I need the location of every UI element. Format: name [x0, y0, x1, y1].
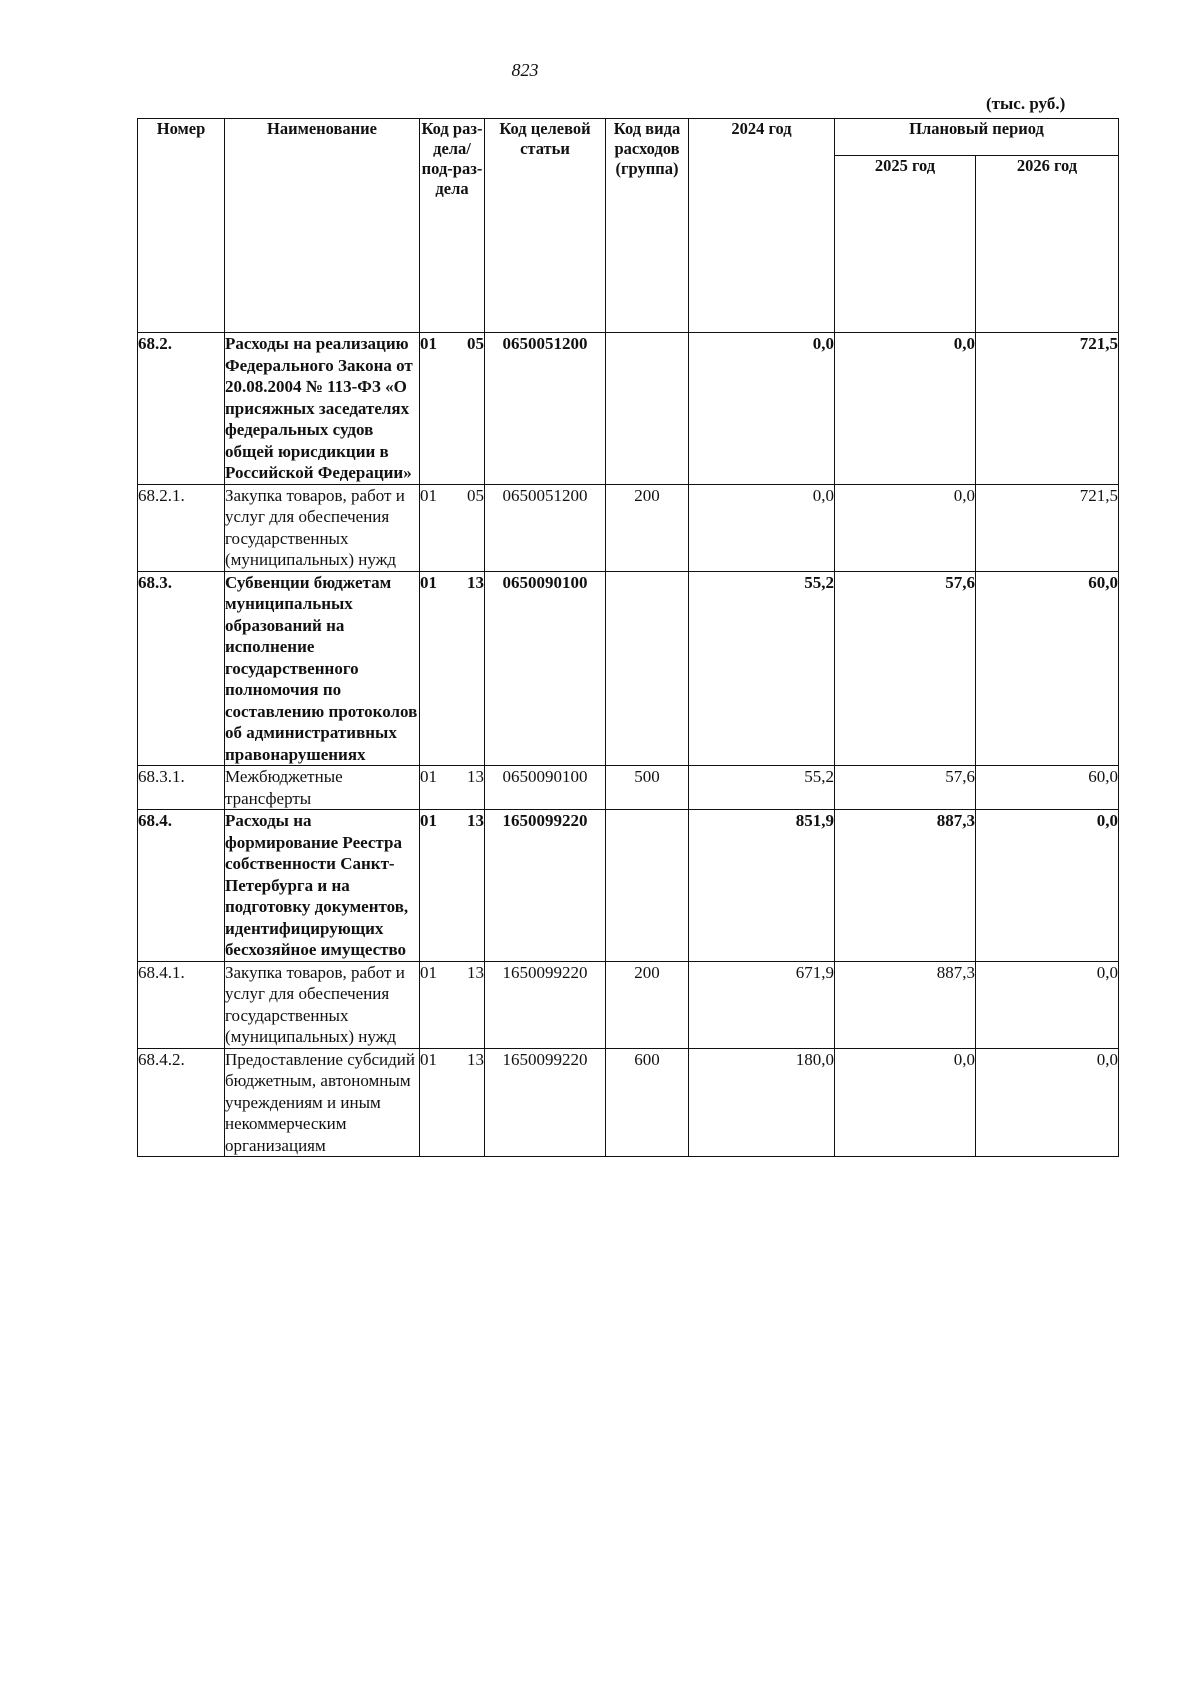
section-code: 01 [420, 485, 437, 505]
row-value-2025: 0,0 [835, 484, 976, 571]
row-value-2025: 57,6 [835, 766, 976, 810]
row-section-code [420, 333, 485, 485]
row-value-2025: 887,3 [835, 810, 976, 962]
table-row [138, 961, 1119, 1048]
table-row [138, 484, 1119, 571]
row-value-2026: 0,0 [976, 810, 1119, 962]
table-body [138, 333, 1119, 1157]
row-name: Закупка товаров, работ и услуг для обеспечения государственных (муниципальных) нужд [225, 961, 420, 1048]
row-value-2024: 0,0 [689, 333, 835, 485]
subsection-code: 13 [467, 572, 484, 592]
row-name: Расходы на реализацию Федерального Закона от 20.08.2004 № 113-ФЗ «О присяжных заседателях федеральных судов общей юрисдикции в Российской Федерации» [225, 333, 420, 485]
row-target-code: 0650090100 [485, 571, 606, 766]
row-value-2025: 0,0 [835, 333, 976, 485]
row-expense-type: 200 [606, 961, 689, 1048]
row-value-2026: 0,0 [976, 961, 1119, 1048]
row-value-2026: 721,5 [976, 484, 1119, 571]
row-section-code [420, 571, 485, 766]
units-label: (тыс. руб.) [986, 94, 1066, 113]
row-value-2024: 671,9 [689, 961, 835, 1048]
row-name: Субвенции бюджетам муниципальных образований на исполнение государственного полномочия по составлению протоколов об административных правонарушениях [225, 571, 420, 766]
row-expense-type [606, 333, 689, 485]
section-code: 01 [420, 334, 437, 353]
row-number: 68.3.1. [138, 766, 225, 810]
row-value-2024: 0,0 [689, 484, 835, 571]
table-row [138, 1048, 1119, 1157]
row-value-2026: 721,5 [976, 333, 1119, 485]
table-row [138, 571, 1119, 766]
table-row [138, 333, 1119, 485]
section-code: 01 [420, 767, 437, 786]
row-number: 68.4.1. [138, 961, 225, 1048]
row-section-code [420, 1048, 485, 1157]
subsection-code: 05 [467, 334, 484, 353]
subsection-code: 05 [467, 485, 484, 505]
header-section: Код раз-дела/ под-раз-дела [420, 119, 485, 333]
row-value-2024: 55,2 [689, 571, 835, 766]
row-value-2026: 60,0 [976, 766, 1119, 810]
row-section-code [420, 766, 485, 810]
section-code: 01 [420, 572, 437, 592]
row-expense-type: 600 [606, 1048, 689, 1157]
row-expense-type: 500 [606, 766, 689, 810]
row-name: Межбюджетные трансферты [225, 766, 420, 810]
row-target-code: 0650051200 [485, 333, 606, 485]
header-expense-type: Код вида расходов (группа) [606, 119, 689, 333]
row-target-code: 1650099220 [485, 810, 606, 962]
row-value-2026: 0,0 [976, 1048, 1119, 1157]
row-number: 68.4. [138, 810, 225, 962]
row-expense-type [606, 810, 689, 962]
subsection-code: 13 [467, 811, 484, 830]
row-expense-type [606, 571, 689, 766]
row-value-2024: 55,2 [689, 766, 835, 810]
header-year-2025: 2025 год [835, 156, 976, 333]
header-year-2024: 2024 год [689, 119, 835, 333]
row-value-2025: 887,3 [835, 961, 976, 1048]
row-number: 68.2. [138, 333, 225, 485]
subsection-code: 13 [467, 767, 484, 786]
row-number: 68.4.2. [138, 1048, 225, 1157]
table-row [138, 810, 1119, 962]
row-value-2026: 60,0 [976, 571, 1119, 766]
row-name: Предоставление субсидий бюджетным, автономным учреждениям и иным некоммерческим организациям [225, 1048, 420, 1157]
subsection-code: 13 [467, 962, 484, 982]
row-number: 68.2.1. [138, 484, 225, 571]
row-expense-type: 200 [606, 484, 689, 571]
row-section-code [420, 810, 485, 962]
row-number: 68.3. [138, 571, 225, 766]
row-section-code [420, 961, 485, 1048]
row-name: Расходы на формирование Реестра собственности Санкт-Петербурга и на подготовку документов, идентифицирующих бесхозяйное имущество [225, 810, 420, 962]
row-target-code: 0650090100 [485, 766, 606, 810]
header-number: Номер [138, 119, 225, 333]
row-target-code: 0650051200 [485, 484, 606, 571]
row-value-2024: 851,9 [689, 810, 835, 962]
header-target: Код целевой статьи [485, 119, 606, 333]
row-value-2025: 0,0 [835, 1048, 976, 1157]
row-target-code: 1650099220 [485, 961, 606, 1048]
section-code: 01 [420, 811, 437, 830]
row-value-2024: 180,0 [689, 1048, 835, 1157]
row-name: Закупка товаров, работ и услуг для обеспечения государственных (муниципальных) нужд [225, 484, 420, 571]
header-year-2026: 2026 год [976, 156, 1119, 333]
row-target-code: 1650099220 [485, 1048, 606, 1157]
section-code: 01 [420, 1049, 437, 1069]
section-code: 01 [420, 962, 437, 982]
table-row [138, 766, 1119, 810]
subsection-code: 13 [467, 1049, 484, 1069]
header-name: Наименование [225, 119, 420, 333]
row-value-2025: 57,6 [835, 571, 976, 766]
header-plan-period: Плановый период [835, 119, 1119, 156]
page-number: 823 [511, 60, 539, 80]
row-section-code [420, 484, 485, 571]
budget-table [137, 118, 1119, 1157]
